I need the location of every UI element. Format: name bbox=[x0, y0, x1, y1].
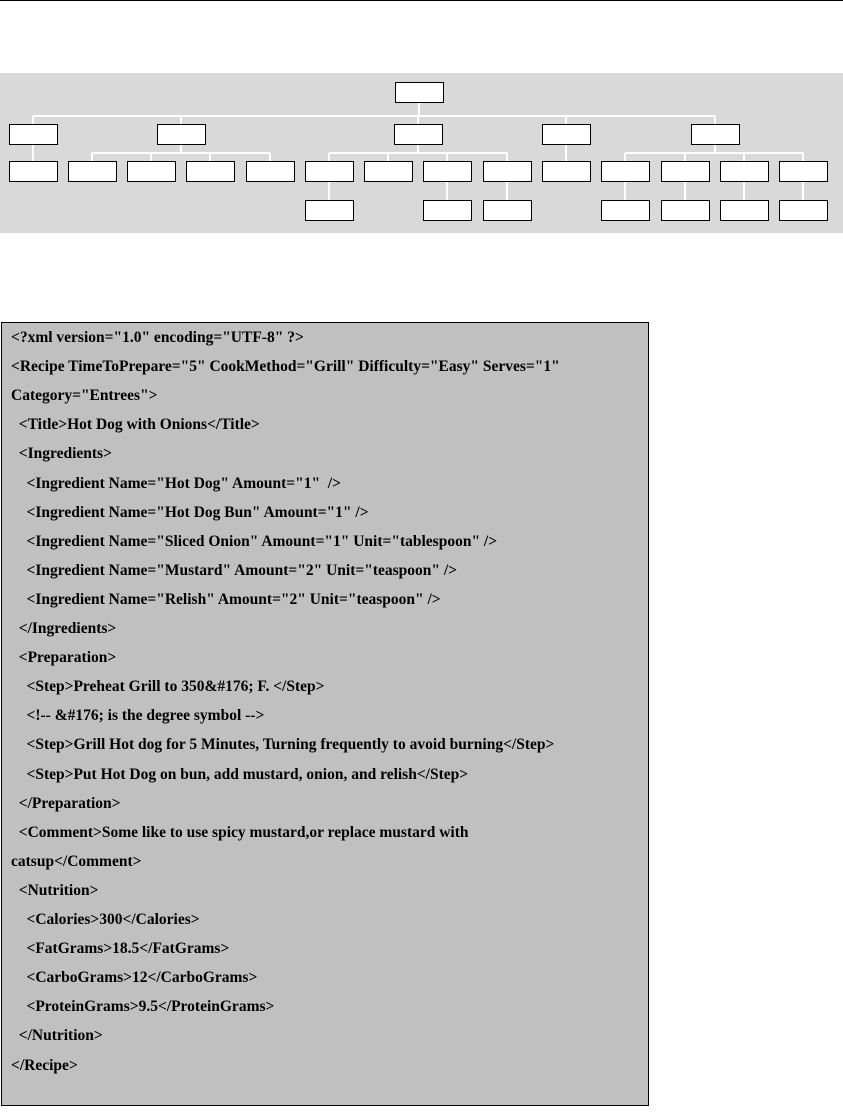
tree-level2-node bbox=[721, 162, 769, 182]
tree-root-node bbox=[396, 83, 444, 103]
code-line: <Nutrition> bbox=[11, 881, 99, 899]
code-line: <?xml version="1.0" encoding="UTF-8" ?> bbox=[11, 329, 304, 346]
code-line: <Step>Preheat Grill to 350&#176; F. </Step> bbox=[11, 678, 325, 696]
code-line: <Ingredients> bbox=[11, 445, 112, 463]
code-line: </Nutrition> bbox=[11, 1027, 103, 1045]
code-line: <Recipe TimeToPrepare="5" CookMethod="Grill" Difficulty="Easy" Serves="1" bbox=[11, 358, 560, 376]
code-line: <Ingredient Name="Relish" Amount="2" Unit="teaspoon" /> bbox=[11, 590, 441, 608]
tree-level3-node bbox=[424, 201, 472, 221]
tree-level2-node bbox=[662, 162, 710, 182]
code-line: </Ingredients> bbox=[11, 620, 117, 637]
tree-level2-node bbox=[484, 162, 532, 182]
code-line: <ProteinGrams>9.5</ProteinGrams> bbox=[11, 998, 275, 1016]
tree-level1-node bbox=[158, 125, 206, 145]
tree-level2-node bbox=[187, 162, 235, 182]
code-line: <Ingredient Name="Sliced Onion" Amount="1" Unit="tablespoon" /> bbox=[11, 532, 498, 550]
tree-level3-node bbox=[306, 201, 354, 221]
tree-level1-node bbox=[395, 125, 443, 145]
code-line: <Title>Hot Dog with Onions</Title> bbox=[11, 416, 260, 434]
tree-level3-node bbox=[662, 201, 710, 221]
tree-level3-node bbox=[780, 201, 828, 221]
tree-level1-node bbox=[10, 125, 58, 145]
code-line: <Step>Put Hot Dog on bun, add mustard, onion, and relish</Step> bbox=[11, 765, 469, 783]
code-line: </Recipe> bbox=[11, 1056, 78, 1074]
tree-level3-node bbox=[602, 201, 650, 221]
code-line: <Preparation> bbox=[11, 649, 117, 667]
code-line: catsup</Comment> bbox=[11, 852, 142, 870]
tree-level1-node bbox=[543, 125, 591, 145]
tree-level3-node bbox=[484, 201, 532, 221]
tree-level2-node bbox=[247, 162, 295, 182]
code-line: <Step>Grill Hot dog for 5 Minutes, Turning frequently to avoid burning</Step> bbox=[11, 736, 555, 754]
page-top-rule bbox=[0, 0, 843, 1]
code-line: <Ingredient Name="Hot Dog" Amount="1" /> bbox=[11, 474, 341, 492]
tree-level2-node bbox=[128, 162, 176, 182]
tree-level3-node bbox=[721, 201, 769, 221]
code-line: <!-- &#176; is the degree symbol --> bbox=[11, 707, 265, 725]
tree-level2-node bbox=[69, 162, 117, 182]
tree-level2-node bbox=[306, 162, 354, 182]
tree-level1-node bbox=[692, 125, 740, 145]
code-line: Category="Entrees"> bbox=[11, 387, 158, 405]
code-line: <FatGrams>18.5</FatGrams> bbox=[11, 940, 230, 958]
tree-level2-node bbox=[543, 162, 591, 182]
code-line: <Ingredient Name="Mustard" Amount="2" Unit="teaspoon" /> bbox=[11, 561, 457, 579]
hierarchy-tree bbox=[0, 73, 843, 233]
tree-level2-node bbox=[602, 162, 650, 182]
code-line: </Preparation> bbox=[11, 794, 121, 812]
code-line: <Comment>Some like to use spicy mustard,or replace mustard with bbox=[11, 823, 469, 841]
hierarchy-diagram bbox=[0, 73, 843, 233]
tree-level2-node bbox=[780, 162, 828, 182]
tree-level2-node bbox=[10, 162, 58, 182]
xml-code-listing bbox=[1, 322, 649, 1106]
tree-level2-node bbox=[365, 162, 413, 182]
code-line: <CarboGrams>12</CarboGrams> bbox=[11, 969, 258, 987]
code-line: <Calories>300</Calories> bbox=[11, 911, 200, 928]
code-line: <Ingredient Name="Hot Dog Bun" Amount="1" /> bbox=[11, 503, 369, 521]
tree-level2-node bbox=[424, 162, 472, 182]
